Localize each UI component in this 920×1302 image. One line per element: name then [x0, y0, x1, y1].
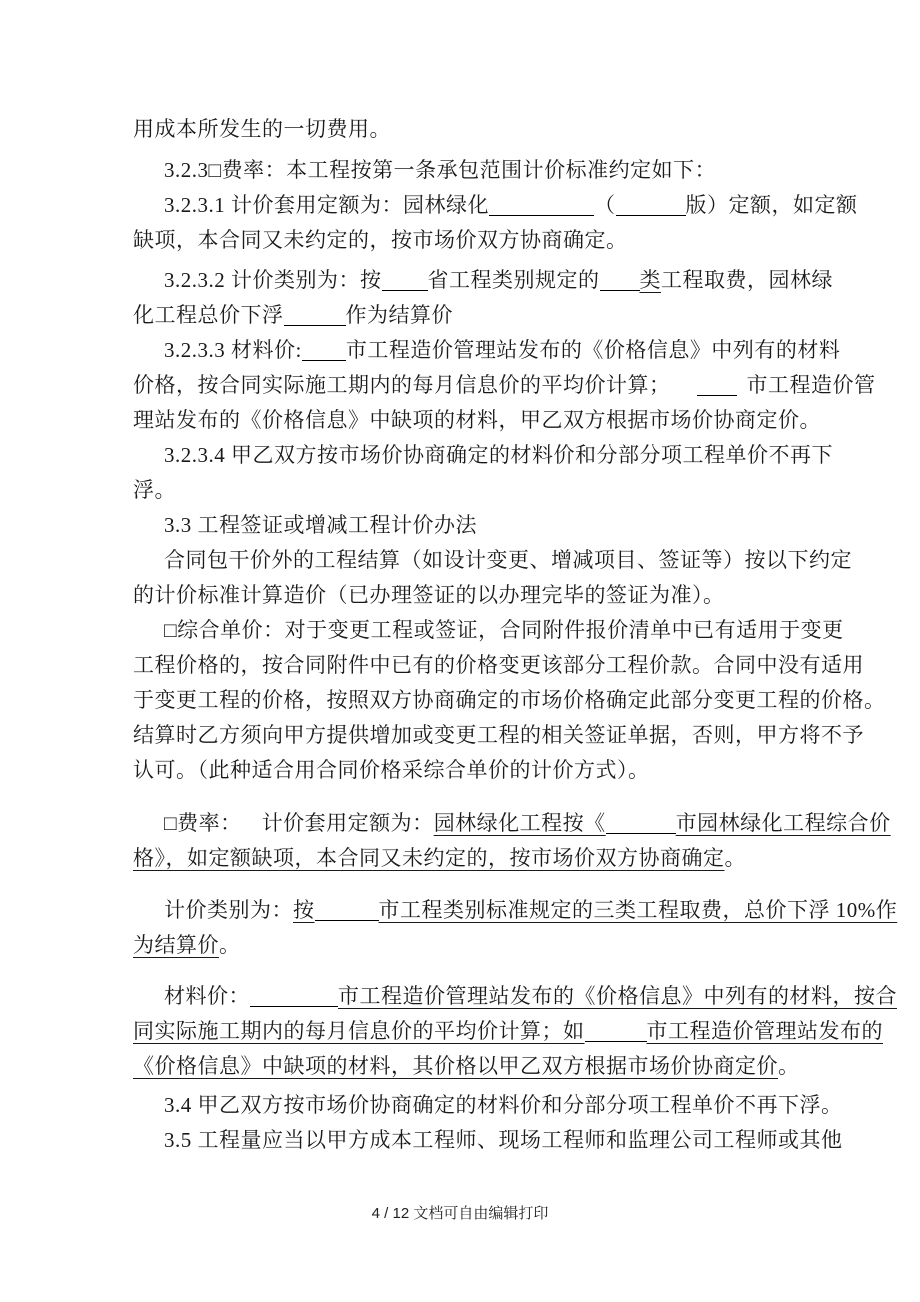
text-line	[133, 718, 864, 753]
text-line	[133, 928, 789, 963]
document-body	[133, 112, 898, 1158]
blank-underline-field	[600, 269, 640, 291]
text-run: 作为结算价	[345, 303, 453, 327]
blank-underline-field	[616, 194, 686, 216]
spacer	[671, 371, 697, 392]
text-run: 材料价：	[164, 984, 250, 1008]
underlined-text-run: 市园林绿化工程综合价	[675, 811, 891, 835]
text-run: 3.2.3.1 计价套用定额为：园林绿化	[164, 193, 489, 217]
underlined-text-run: 市工程类别标准规定的三类工程取费，总价下浮 10%作	[378, 898, 898, 922]
text-run: 理站发布的《价格信息》中缺项的材料，甲乙双方根据市场价协商定价。	[133, 408, 821, 432]
text-run: 缺项，本合同又未约定的，按市场价双方协商确定。	[133, 228, 628, 252]
text-line	[133, 841, 789, 876]
text-line	[133, 153, 789, 188]
text-run: 计价类别为：	[164, 898, 293, 922]
text-run: 工程取费，园林绿	[661, 268, 833, 292]
text-run: 3.3 工程签证或增减工程计价办法	[164, 513, 477, 537]
text-run: 版）定额，如定额	[685, 193, 858, 217]
text-line	[133, 753, 789, 788]
text-line	[133, 333, 841, 368]
text-run: 3.2.3.3 材料价:	[164, 338, 302, 362]
underlined-text-run: 同实际施工期内的每月信息价的平均价计算；如	[133, 1019, 585, 1043]
underlined-text-run: 为结算价	[133, 933, 219, 957]
text-run: 3.2.3.2 计价类别为：按	[164, 268, 382, 292]
underlined-text-run: 《价格信息》中缺项的材料，其价格以甲乙双方根据市场价协商定价	[133, 1054, 778, 1078]
text-line	[133, 223, 789, 258]
text-line	[133, 613, 844, 648]
text-line	[133, 508, 789, 543]
text-run: 。	[219, 933, 241, 957]
text-line	[133, 473, 789, 508]
spacer	[242, 809, 262, 830]
text-run: 结算时乙方须向甲方提供增加或变更工程的相关签证单据，否则，甲方将不予	[133, 723, 864, 747]
underlined-text-run: 市工程造价管理站发布的	[646, 1019, 883, 1043]
text-run: 价格，按合同实际施工期内的每月信息价的平均价计算；	[133, 373, 671, 397]
text-line	[133, 438, 833, 473]
text-line	[133, 979, 897, 1014]
blank-underline-field	[302, 339, 346, 361]
text-run: □综合单价：对于变更工程或签证，合同附件报价清单中已有适用于变更	[164, 618, 844, 642]
text-line	[133, 403, 821, 438]
text-run: 。	[724, 846, 746, 870]
text-line	[133, 1123, 843, 1158]
text-line	[133, 368, 876, 403]
underlined-text-run: 园林绿化工程按《	[433, 811, 606, 835]
text-run: 工程价格的，按合同附件中已有的价格变更该部分工程价款。合同中没有适用	[133, 653, 864, 677]
text-run: 化工程总价下浮	[133, 303, 284, 327]
text-run: 合同包干价外的工程结算（如设计变更、增减项目、签证等）按以下约定	[164, 548, 852, 572]
blank-underline-field	[585, 1020, 647, 1042]
blank-underline-field	[382, 269, 428, 291]
text-run: 省工程类别规定的	[427, 268, 600, 292]
text-run: 3.2.3□费率：本工程按第一条承包范围计价标准约定如下：	[164, 158, 717, 182]
text-run: 3.4 甲乙双方按市场价协商确定的材料价和分部分项工程单价不再下浮。	[164, 1093, 843, 1117]
underlined-text-run: 市工程造价管理站发布的《价格信息》中列有的材料，按合	[338, 984, 897, 1008]
text-line	[133, 1014, 883, 1049]
text-run: 市工程造价管	[746, 373, 876, 397]
page-footer	[0, 1202, 920, 1223]
text-line	[133, 188, 858, 223]
footer-text: 4 / 12 文档可自由编辑打印	[371, 1205, 549, 1222]
text-run: （	[594, 193, 616, 217]
blank-underline-field	[697, 374, 737, 396]
text-line	[133, 1049, 800, 1084]
text-line	[133, 263, 833, 298]
text-run: 3.5 工程量应当以甲方成本工程师、现场工程师和监理公司工程师或其他	[164, 1128, 843, 1152]
spacer	[737, 371, 747, 392]
text-run: 3.2.3.4 甲乙双方按市场价协商确定的材料价和分部分项工程单价不再下	[164, 443, 833, 467]
text-run: □费率：	[164, 811, 242, 835]
text-run: 。	[778, 1054, 800, 1078]
blank-underline-field	[284, 304, 346, 326]
text-line	[133, 683, 886, 718]
underlined-text-run: 类	[639, 268, 661, 292]
text-run: 浮。	[133, 478, 176, 502]
text-run: 用成本所发生的一切费用。	[133, 117, 391, 141]
underlined-text-run: 按	[293, 898, 315, 922]
text-line	[133, 578, 789, 613]
text-run: 市工程造价管理站发布的《价格信息》中列有的材料	[345, 338, 841, 362]
text-line	[133, 298, 789, 333]
text-run: 计价套用定额为：	[261, 811, 434, 835]
text-run: 认可。（此种适合用合同价格采综合单价的计价方式）。	[133, 758, 650, 782]
text-line	[133, 648, 864, 683]
text-line	[133, 1088, 843, 1123]
text-line	[133, 543, 852, 578]
text-line	[133, 893, 898, 928]
text-run: 于变更工程的价格，按照双方协商确定的市场价格确定此部分变更工程的价格。	[133, 688, 886, 712]
text-run: 的计价标准计算造价（已办理签证的以办理完毕的签证为准）。	[133, 583, 725, 607]
blank-underline-field	[250, 985, 338, 1007]
blank-underline-field	[606, 812, 676, 834]
blank-underline-field	[489, 194, 594, 216]
blank-underline-field	[315, 899, 379, 921]
underlined-text-run: 格》，如定额缺项，本合同又未约定的，按市场价双方协商确定	[133, 846, 725, 870]
text-line	[133, 112, 789, 147]
text-line	[133, 806, 891, 841]
